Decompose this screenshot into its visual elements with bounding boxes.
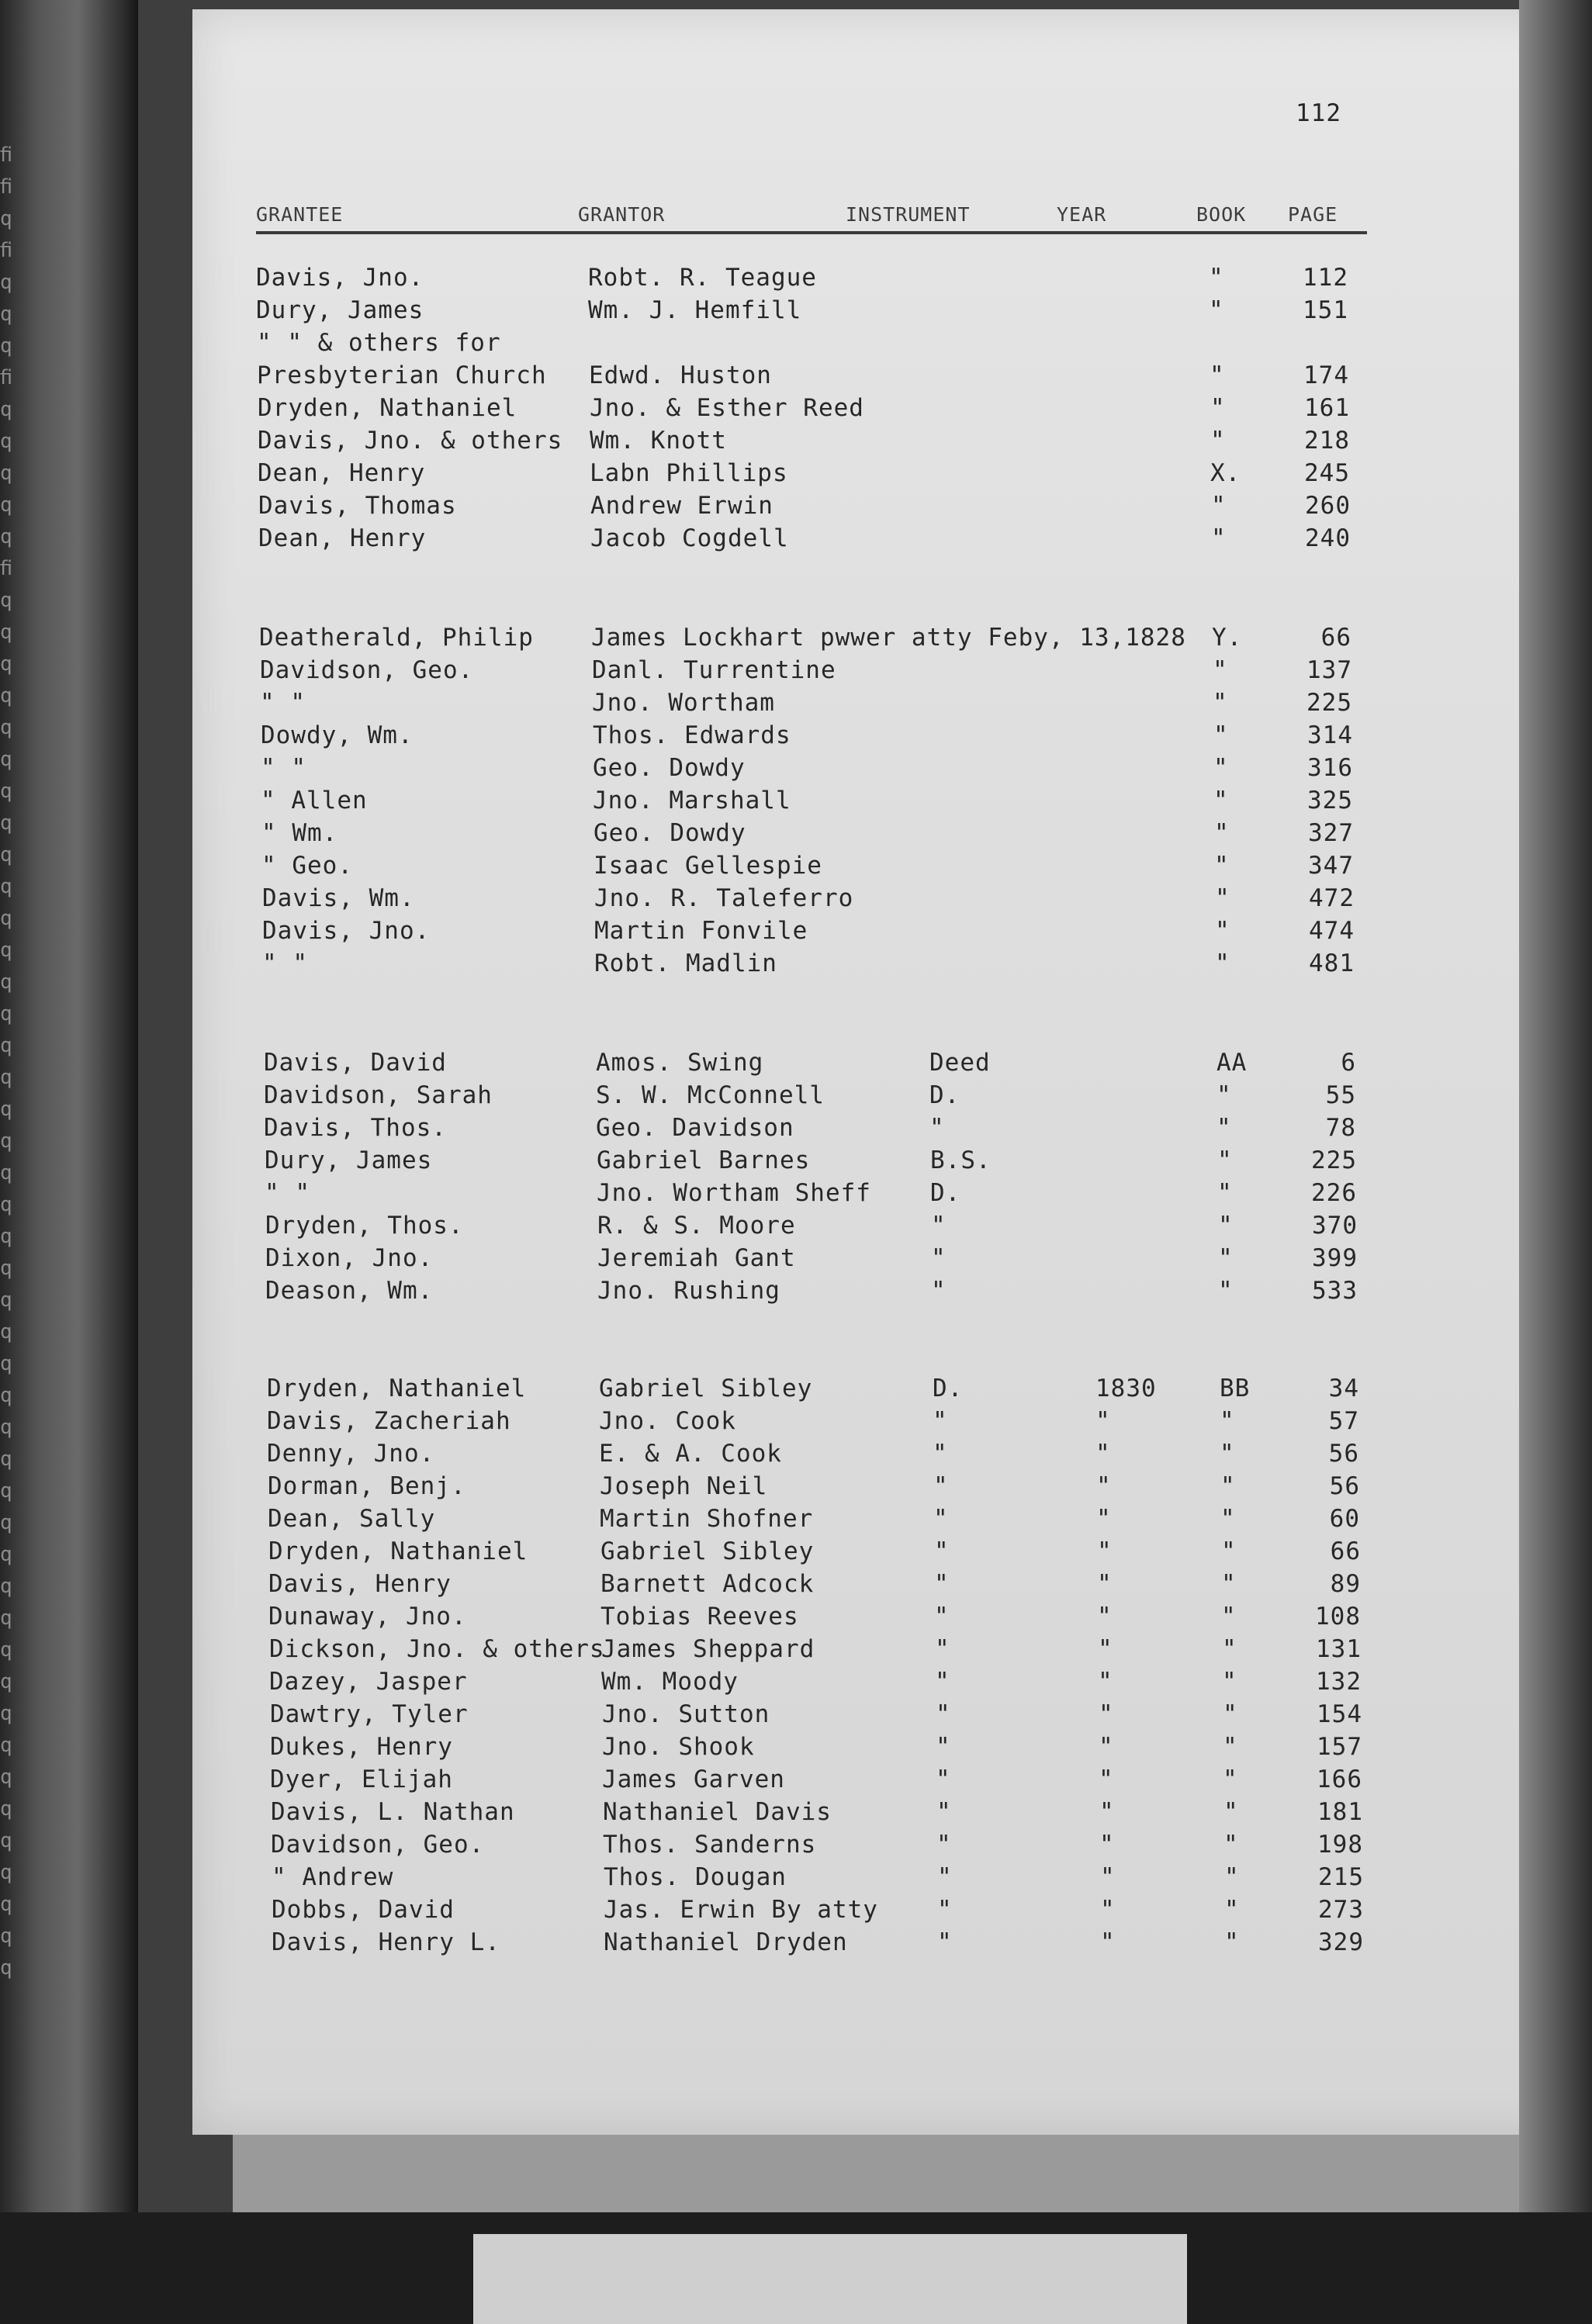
cell-year: "	[1097, 1570, 1113, 1598]
cell-page: 132	[1316, 1668, 1362, 1696]
cell-book: "	[1213, 787, 1229, 814]
cell-page: 56	[1329, 1472, 1360, 1500]
cell-page: 474	[1309, 917, 1355, 945]
cell-page: 240	[1305, 524, 1351, 552]
cell-grantor: Jno. Marshall	[593, 787, 791, 814]
cell-page: 161	[1304, 394, 1350, 422]
cell-grantor: James Sheppard	[601, 1635, 815, 1663]
cell-grantee: Dickson, Jno. & others	[269, 1635, 605, 1663]
cell-grantee: Dean, Sally	[268, 1505, 436, 1533]
cell-grantor: Nathaniel Davis	[603, 1798, 832, 1826]
cell-grantor: Thos. Edwards	[593, 721, 791, 749]
cell-grantee: " "	[260, 689, 306, 717]
cell-grantee: " "	[265, 1179, 310, 1207]
cell-grantee: " " & others for	[257, 329, 501, 357]
cell-book: "	[1218, 1244, 1234, 1272]
cell-grantor: Jno. Wortham	[592, 689, 775, 717]
cell-page: 245	[1304, 459, 1350, 487]
cell-year: "	[1100, 1928, 1116, 1956]
cell-book: "	[1221, 1537, 1237, 1565]
header-year: YEAR	[1057, 203, 1107, 226]
cell-book: "	[1220, 1440, 1235, 1468]
cell-grantee: Davis, Jno.	[262, 917, 431, 945]
cell-grantor: Thos. Dougan	[604, 1863, 787, 1891]
cell-page: 316	[1307, 754, 1353, 782]
cell-instrument: "	[933, 1440, 948, 1468]
cell-instrument: "	[929, 1114, 945, 1142]
cell-grantee: Dyer, Elijah	[270, 1765, 453, 1793]
cell-page: 166	[1317, 1765, 1362, 1793]
cell-page: 181	[1317, 1798, 1363, 1826]
cell-instrument: "	[937, 1863, 953, 1891]
cell-grantee: Dryden, Nathaniel	[267, 1375, 527, 1402]
cell-year: "	[1096, 1505, 1112, 1533]
cell-instrument: D.	[930, 1179, 961, 1207]
cell-grantee: " Allen	[261, 787, 368, 814]
table-row	[0, 1537, 1592, 1570]
cell-book: BB	[1220, 1375, 1251, 1402]
cell-book: "	[1215, 884, 1230, 912]
cell-page: 56	[1328, 1440, 1359, 1468]
cell-page: 226	[1311, 1179, 1357, 1207]
cell-instrument: "	[936, 1765, 951, 1793]
cell-page: 112	[1303, 264, 1348, 292]
cell-page: 89	[1330, 1570, 1361, 1598]
cell-year: "	[1097, 1537, 1113, 1565]
cell-book: "	[1222, 1635, 1237, 1663]
cell-instrument: "	[931, 1244, 947, 1272]
cell-grantor: Robt. R. Teague	[588, 264, 817, 292]
cell-page: 273	[1318, 1896, 1364, 1924]
cell-page: 472	[1309, 884, 1355, 912]
table-row	[0, 852, 1592, 884]
cell-grantor: Edwd. Huston	[589, 361, 772, 389]
cell-grantee: Dryden, Thos.	[265, 1212, 464, 1240]
cell-page: 34	[1328, 1375, 1359, 1402]
cell-grantee: " "	[262, 949, 308, 977]
cell-page: 154	[1317, 1700, 1362, 1728]
cell-grantee: Davidson, Geo.	[271, 1831, 485, 1859]
cell-book: "	[1221, 1570, 1237, 1598]
cell-instrument: "	[936, 1831, 952, 1859]
cell-grantee: Dixon, Jno.	[265, 1244, 434, 1272]
cell-grantee: Denny, Jno.	[267, 1440, 435, 1468]
cell-book: "	[1220, 1407, 1235, 1435]
cell-instrument: "	[937, 1928, 953, 1956]
cell-grantee: Davis, Henry	[268, 1570, 452, 1598]
table-row	[0, 492, 1592, 524]
cell-instrument: "	[937, 1896, 953, 1924]
cell-page: 157	[1317, 1733, 1362, 1761]
cell-book: "	[1223, 1733, 1238, 1761]
table-row	[0, 361, 1592, 394]
cell-grantee: Dury, James	[265, 1146, 433, 1174]
cell-year: "	[1099, 1798, 1115, 1826]
cell-instrument: "	[935, 1668, 950, 1696]
cell-year: "	[1099, 1700, 1114, 1728]
cell-book: "	[1223, 1700, 1238, 1728]
cell-grantor: James Garven	[602, 1765, 785, 1793]
cell-book: "	[1214, 819, 1230, 847]
cell-grantor: Nathaniel Dryden	[604, 1928, 848, 1956]
table-row	[0, 1505, 1592, 1537]
cell-grantor: Barnett Adcock	[600, 1570, 815, 1598]
cell-book: X.	[1210, 459, 1241, 487]
cell-grantor: Wm. Moody	[601, 1668, 739, 1696]
cell-page: 260	[1305, 492, 1351, 520]
cell-page: 108	[1315, 1603, 1361, 1631]
table-row	[0, 459, 1592, 492]
cell-grantor: Jno. Shook	[602, 1733, 755, 1761]
cell-page: 218	[1304, 427, 1350, 455]
cell-grantee: Davis, L. Nathan	[271, 1798, 515, 1826]
cell-book: "	[1222, 1668, 1237, 1696]
cell-instrument: "	[936, 1798, 952, 1826]
cell-grantor: Gabriel Barnes	[597, 1146, 811, 1174]
cell-book: "	[1211, 524, 1227, 552]
cell-grantee: Davis, Thos.	[264, 1114, 447, 1142]
page-number: 112	[1296, 99, 1341, 127]
cell-page: 174	[1303, 361, 1349, 389]
cell-instrument: "	[934, 1570, 950, 1598]
table-row	[0, 1049, 1592, 1081]
cell-book: "	[1217, 1146, 1233, 1174]
cell-instrument: Deed	[929, 1049, 991, 1077]
cell-page: 399	[1312, 1244, 1358, 1272]
table-row	[0, 949, 1592, 982]
table-row	[0, 656, 1592, 689]
table-row	[0, 1700, 1592, 1733]
cell-book: Y.	[1212, 624, 1243, 652]
cell-book: "	[1224, 1863, 1240, 1891]
cell-book: "	[1224, 1896, 1240, 1924]
cell-book: "	[1215, 949, 1230, 977]
cell-grantee: Deatherald, Philip	[259, 624, 534, 652]
cell-instrument: "	[934, 1603, 950, 1631]
cell-book: "	[1213, 754, 1229, 782]
table-row	[0, 1146, 1592, 1179]
cell-grantor: Gabriel Sibley	[600, 1537, 815, 1565]
cell-instrument: "	[934, 1537, 950, 1565]
cell-grantee: Dunaway, Jno.	[268, 1603, 467, 1631]
cell-book: "	[1213, 721, 1229, 749]
table-row	[0, 1863, 1592, 1896]
cell-book: "	[1221, 1603, 1237, 1631]
cell-page: 60	[1329, 1505, 1360, 1533]
header-book: BOOK	[1196, 203, 1247, 226]
cell-grantor: Thos. Sanderns	[603, 1831, 817, 1859]
table-row	[0, 1277, 1592, 1309]
cell-grantor: S. W. McConnell	[596, 1081, 825, 1109]
cell-grantee: Davis, Thomas	[258, 492, 457, 520]
table-row	[0, 624, 1592, 656]
table-row	[0, 1472, 1592, 1505]
header-grantor: GRANTOR	[578, 203, 666, 226]
table-row	[0, 1765, 1592, 1798]
cell-grantee: " Wm.	[261, 819, 338, 847]
cell-grantor: Martin Shofner	[600, 1505, 814, 1533]
cell-grantee: Dukes, Henry	[270, 1733, 453, 1761]
header-instrument: INSTRUMENT	[846, 203, 971, 226]
cell-grantor: Geo. Dowdy	[593, 754, 746, 782]
cell-year: 1830	[1095, 1375, 1157, 1402]
cell-grantee: Davis, Wm.	[262, 884, 415, 912]
cell-grantee: Dryden, Nathaniel	[268, 1537, 528, 1565]
cell-grantee: Dowdy, Wm.	[261, 721, 414, 749]
cell-grantor: Geo. Davidson	[596, 1114, 794, 1142]
cell-grantee: Davidson, Sarah	[264, 1081, 493, 1109]
table-row	[0, 329, 1592, 361]
cell-book: "	[1210, 394, 1226, 422]
cell-grantor: Wm. J. Hemfill	[588, 296, 802, 324]
cell-page: 66	[1330, 1537, 1361, 1565]
cell-book: "	[1220, 1472, 1236, 1500]
adjacent-page-margin-text: ﬁ ﬁ q ﬁ q q q ﬁ q q q q q ﬁ q q q q q q q q q q q q q q q q q q q q q q q q q q q q q q q q q q q q q q q q q q q q	[0, 144, 12, 1980]
cell-book: "	[1223, 1765, 1238, 1793]
cell-grantor: E. & A. Cook	[599, 1440, 782, 1468]
cell-grantee: Dean, Henry	[258, 459, 426, 487]
cell-page: 137	[1306, 656, 1352, 684]
cell-book: "	[1216, 1081, 1232, 1109]
cell-grantor: Danl. Turrentine	[592, 656, 836, 684]
cell-page: 314	[1307, 721, 1353, 749]
table-row	[0, 1440, 1592, 1472]
table-row	[0, 884, 1592, 917]
cell-year: "	[1096, 1472, 1112, 1500]
table-row	[0, 1635, 1592, 1668]
cell-year: "	[1099, 1733, 1114, 1761]
cell-page: 215	[1318, 1863, 1364, 1891]
cell-grantor: Jeremiah Gant	[597, 1244, 796, 1272]
cell-grantee: Dazey, Jasper	[269, 1668, 468, 1696]
cell-grantee: Davis, Henry L.	[272, 1928, 500, 1956]
cell-page: 198	[1317, 1831, 1363, 1859]
cell-instrument: B.S.	[930, 1146, 992, 1174]
cell-page: 225	[1306, 689, 1352, 717]
cell-instrument: "	[933, 1505, 949, 1533]
table-row	[0, 1114, 1592, 1146]
cell-grantee: Dury, James	[256, 296, 424, 324]
cell-book: "	[1213, 689, 1228, 717]
table-row	[0, 1733, 1592, 1765]
cell-grantor: Gabriel Sibley	[599, 1375, 813, 1402]
cell-book: "	[1214, 852, 1230, 880]
table-row	[0, 1081, 1592, 1114]
cell-page: 325	[1307, 787, 1353, 814]
table-row	[0, 1179, 1592, 1212]
cell-grantee: " "	[261, 754, 306, 782]
table-row	[0, 1375, 1592, 1407]
cell-grantee: Davis, Zacheriah	[267, 1407, 511, 1435]
cell-grantor: R. & S. Moore	[597, 1212, 796, 1240]
cell-year: "	[1095, 1407, 1111, 1435]
cell-grantor: Joseph Neil	[600, 1472, 768, 1500]
cell-book: "	[1224, 1928, 1240, 1956]
table-row	[0, 1896, 1592, 1928]
cell-grantee: Dawtry, Tyler	[270, 1700, 469, 1728]
cell-instrument: "	[933, 1472, 949, 1500]
table-row	[0, 1407, 1592, 1440]
cell-grantor: Isaac Gellespie	[594, 852, 822, 880]
cell-page: 370	[1312, 1212, 1358, 1240]
table-row	[0, 721, 1592, 754]
cell-grantee: Davis, Jno.	[256, 264, 424, 292]
cell-instrument: "	[933, 1407, 948, 1435]
cell-grantor: Jno. R. Taleferro	[594, 884, 854, 912]
table-row	[0, 1212, 1592, 1244]
cell-grantor: Jno. Cook	[599, 1407, 736, 1435]
cell-grantor: Tobias Reeves	[600, 1603, 799, 1631]
table-row	[0, 917, 1592, 949]
cell-instrument: "	[936, 1700, 951, 1728]
cell-year: "	[1095, 1440, 1111, 1468]
cell-grantor: Jacob Cogdell	[590, 524, 789, 552]
cell-grantee: Davis, Jno. & others	[258, 427, 563, 455]
cell-instrument: "	[931, 1212, 947, 1240]
cell-book: "	[1210, 427, 1226, 455]
cell-grantee: Dean, Henry	[258, 524, 427, 552]
table-row	[0, 1831, 1592, 1863]
cell-book: "	[1213, 656, 1228, 684]
header-page: PAGE	[1288, 203, 1338, 226]
cell-grantee: " Andrew	[272, 1863, 394, 1891]
cell-page: 225	[1311, 1146, 1357, 1174]
cell-page: 481	[1309, 949, 1355, 977]
table-row	[0, 394, 1592, 427]
cell-book: "	[1209, 296, 1224, 324]
cell-page: 327	[1308, 819, 1354, 847]
cell-year: "	[1099, 1831, 1115, 1859]
cell-instrument: "	[936, 1733, 951, 1761]
cell-page: 533	[1312, 1277, 1358, 1305]
cell-year: "	[1098, 1668, 1113, 1696]
cell-page: 347	[1308, 852, 1354, 880]
cell-page: 329	[1318, 1928, 1364, 1956]
table-row	[0, 1603, 1592, 1635]
table-row	[0, 1244, 1592, 1277]
cell-book: "	[1209, 264, 1224, 292]
cell-grantor: Amos. Swing	[596, 1049, 764, 1077]
cell-book: "	[1210, 361, 1225, 389]
cell-page: 55	[1325, 1081, 1356, 1109]
table-row	[0, 787, 1592, 819]
cell-grantee: " Geo.	[261, 852, 353, 880]
cell-grantor: Martin Fonvile	[594, 917, 808, 945]
cell-grantee: Dryden, Nathaniel	[258, 394, 517, 422]
cell-grantor: Geo. Dowdy	[594, 819, 746, 847]
table-row	[0, 754, 1592, 787]
table-row	[0, 1668, 1592, 1700]
table-row	[0, 296, 1592, 329]
table-row	[0, 1798, 1592, 1831]
cell-book: AA	[1216, 1049, 1248, 1077]
cell-grantee: Deason, Wm.	[265, 1277, 434, 1305]
table-row	[0, 1928, 1592, 1961]
cell-book: "	[1215, 917, 1230, 945]
cell-grantee: Dorman, Benj.	[268, 1472, 466, 1500]
table-row	[0, 264, 1592, 296]
cell-grantor: Wm. Knott	[590, 427, 727, 455]
cell-book: "	[1220, 1505, 1236, 1533]
cell-book: "	[1218, 1212, 1234, 1240]
cell-book: "	[1217, 1179, 1233, 1207]
cell-grantor: Robt. Madlin	[594, 949, 777, 977]
table-row	[0, 524, 1592, 557]
table-row	[0, 1570, 1592, 1603]
cell-book: "	[1223, 1831, 1239, 1859]
cell-page: 6	[1341, 1049, 1356, 1077]
cell-instrument: "	[935, 1635, 950, 1663]
cell-grantor: Andrew Erwin	[590, 492, 774, 520]
cell-page: 131	[1316, 1635, 1362, 1663]
cell-year: "	[1097, 1603, 1113, 1631]
cell-grantee: Presbyterian Church	[257, 361, 547, 389]
cell-page: 66	[1320, 624, 1351, 652]
cell-instrument: D.	[933, 1375, 964, 1402]
cell-page: 151	[1303, 296, 1348, 324]
table-row	[0, 427, 1592, 459]
cell-grantor: Jno. & Esther Reed	[590, 394, 864, 422]
cell-grantor: Labn Phillips	[590, 459, 788, 487]
cell-grantor: Jno. Sutton	[602, 1700, 770, 1728]
cell-book: "	[1218, 1277, 1234, 1305]
cell-page: 57	[1328, 1407, 1359, 1435]
cell-instrument: D.	[929, 1081, 960, 1109]
cell-grantor: Jno. Wortham Sheff	[597, 1179, 871, 1207]
cell-book: "	[1216, 1114, 1232, 1142]
cell-grantor: Jno. Rushing	[597, 1277, 780, 1305]
cell-year: "	[1100, 1896, 1116, 1924]
header-grantee: GRANTEE	[256, 203, 344, 226]
cell-year: "	[1099, 1765, 1114, 1793]
cell-instrument: "	[931, 1277, 947, 1305]
cell-grantor: James Lockhart pwwer atty Feby, 13,1828	[591, 624, 1186, 652]
cell-page: 78	[1325, 1114, 1356, 1142]
cell-grantee: Davidson, Geo.	[260, 656, 474, 684]
table-row	[0, 819, 1592, 852]
cell-grantee: Dobbs, David	[272, 1896, 455, 1924]
cell-book: "	[1211, 492, 1227, 520]
cell-grantee: Davis, David	[264, 1049, 447, 1077]
cell-year: "	[1098, 1635, 1113, 1663]
cell-year: "	[1100, 1863, 1116, 1891]
cell-book: "	[1223, 1798, 1239, 1826]
cell-grantor: Jas. Erwin By atty	[604, 1896, 878, 1924]
table-row	[0, 689, 1592, 721]
